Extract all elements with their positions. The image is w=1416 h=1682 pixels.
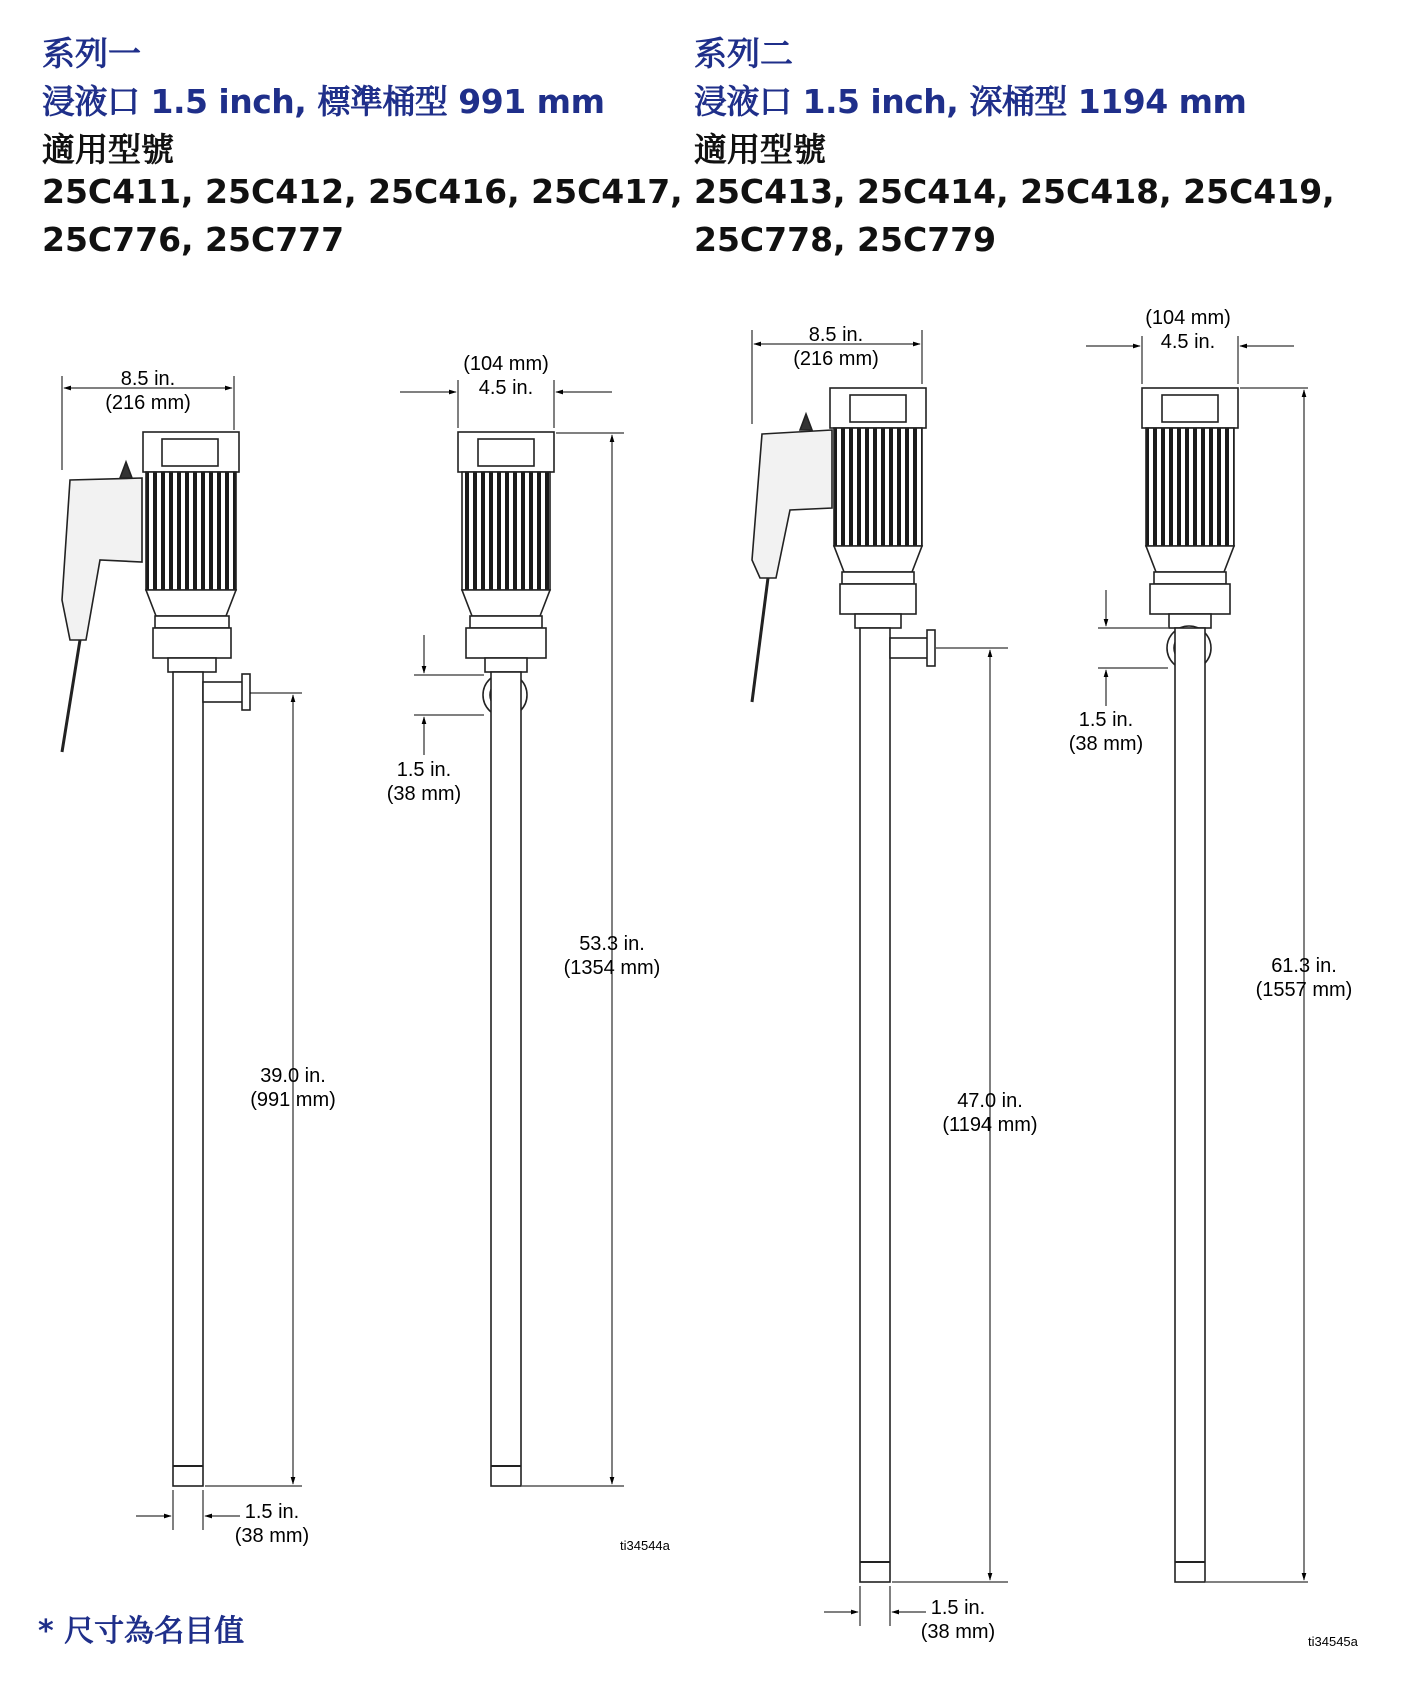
series1-ref: ti34544a — [620, 1538, 670, 1553]
series2-width-mm: (216 mm) — [793, 348, 879, 370]
series2-inlet-in: 1.5 in. — [930, 1597, 986, 1619]
series2-side-view — [752, 388, 935, 1582]
series1-tube-in: 39.0 in. — [260, 1065, 326, 1087]
series2-ref: ti34545a — [1308, 1634, 1358, 1649]
series1-models-line2: 25C776, 25C777 — [42, 220, 345, 259]
series2-models-line2: 25C778, 25C779 — [694, 220, 997, 259]
series1-motor-mm: (104 mm) — [463, 353, 549, 375]
series2-title: 系列二 — [694, 34, 793, 73]
series1-tube-mm: (991 mm) — [250, 1089, 336, 1111]
series1-inlet-mm: (38 mm) — [234, 1525, 310, 1547]
series1-overall-in: 53.3 in. — [579, 933, 645, 955]
series1-models-label: 適用型號 — [42, 130, 174, 169]
series2-tube-in: 47.0 in. — [957, 1090, 1023, 1112]
series1-inlet-in: 1.5 in. — [244, 1501, 300, 1523]
series2-motor-in: 4.5 in. — [1160, 331, 1216, 353]
series1-width-mm: (216 mm) — [105, 392, 191, 414]
series2-models-line1: 25C413, 25C414, 25C418, 25C419, — [694, 172, 1335, 211]
series1-width-in: 8.5 in. — [120, 368, 176, 390]
series1-front-view — [458, 432, 554, 1486]
series2-width-in: 8.5 in. — [808, 324, 864, 346]
series2-outlet-in: 1.5 in. — [1078, 709, 1134, 731]
series2-front-view — [1142, 388, 1238, 1582]
series1-overall-mm: (1354 mm) — [563, 957, 661, 979]
series2-overall-in: 61.3 in. — [1271, 955, 1337, 977]
series1-motor-in: 4.5 in. — [478, 377, 534, 399]
series1-outlet-mm: (38 mm) — [386, 783, 462, 805]
series2-overall-mm: (1557 mm) — [1255, 979, 1353, 1001]
series1-models-line1: 25C411, 25C412, 25C416, 25C417, — [42, 172, 683, 211]
series2-tube-mm: (1194 mm) — [942, 1114, 1038, 1136]
series1-side-view — [62, 432, 250, 1486]
series2-subtitle: 浸液口 1.5 inch, 深桶型 1194 mm — [694, 82, 1247, 121]
series2-models-label: 適用型號 — [694, 130, 826, 169]
series2-motor-mm: (104 mm) — [1145, 307, 1231, 329]
series2-inlet-mm: (38 mm) — [920, 1621, 996, 1643]
footnote: * 尺寸為名目值 — [38, 1614, 245, 1649]
series1-outlet-in: 1.5 in. — [396, 759, 452, 781]
series1-title: 系列一 — [42, 34, 141, 73]
series1-subtitle: 浸液口 1.5 inch, 標準桶型 991 mm — [42, 82, 605, 121]
series2-outlet-mm: (38 mm) — [1068, 733, 1144, 755]
